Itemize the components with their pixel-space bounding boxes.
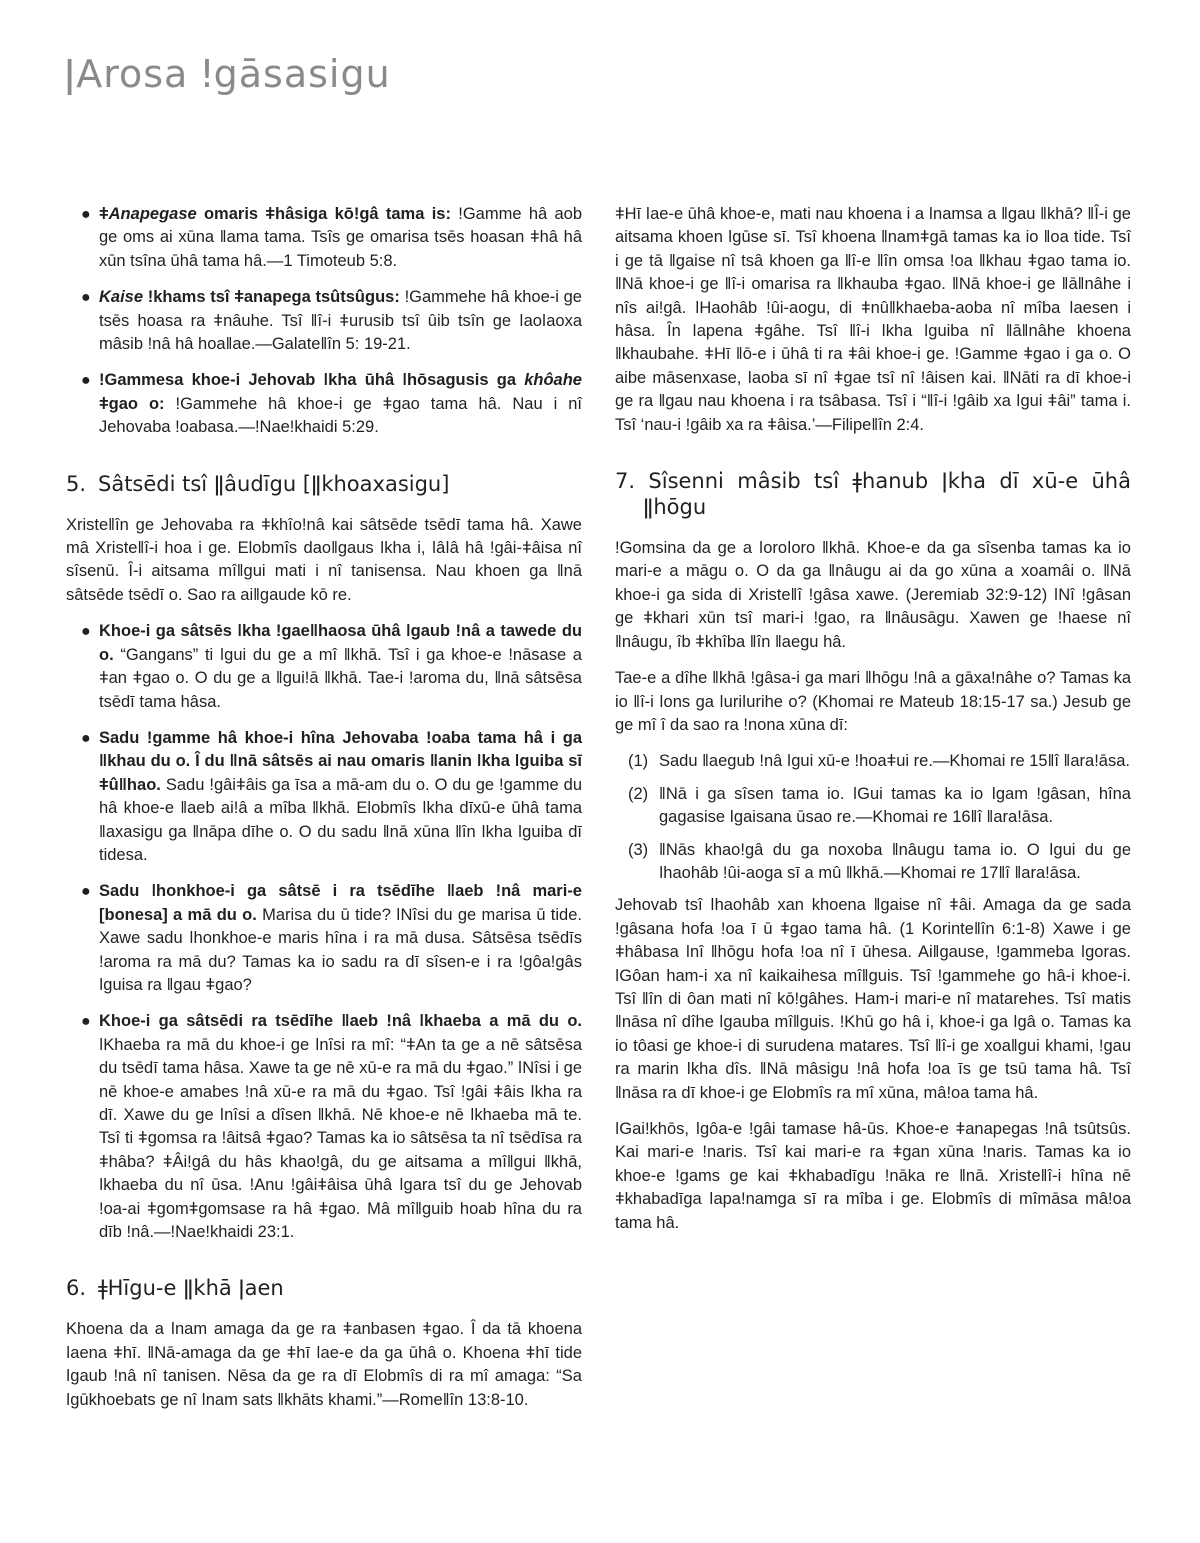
- bullet-icon: ●: [81, 883, 91, 901]
- right-top-paragraph: ǂHī ǀae-e ūhâ khoe-e, mati nau khoena i a ǀnamsa a ǁgau ǁkhā? ǁÎ-i ge aitsama khoen ǀgūse sī. Tsî khoena ǁnamǂgā tamas ka io ǁoa tide. Tsî i ge tā ǁgaise nî tsâ khoen ga ǁî-e ǁîn omsa ǃoa ǁkhau ǂgao tama io. ǁNā khoe-i ge ǁî-i omarisa ra ǁkhauba ǂgao. ǁNā khoe-i ge ǁāǁnâhe i nîs aiǃgâ. ǀHaohâb ǃûi-aogu, di ǂnûǁkhaeba-aoba nî mîba ǀaesen i hâsa. În ǀapena ǂgâhe. Tsî ǁî-i ǀkha ǀguiba nî ǁāǁnâhe khoena ǁkhaubahe. ǂHī ǁō-e i ūhâ ti ra ǂâi khoe-i ge. ǃGamme ǂgao i ga o. O aibe māsenxase, ǀaoba sī nî ǂgae tsî nî ǃâisen kai. ǁNāti ra dī khoe-i ge ra ǁgau nau khoena i ra tsâbasa. Tsî i “ǁî-i ǃgâib xa ǀgui ǂâi” tama i. Tsî ‘nau-i ǃgâib xa ra ǂâisa.’—Filipeǁîn 2:4.: [615, 205, 1131, 434]
- list-item: [628, 839, 1131, 886]
- section-5-bullet-list: [66, 620, 582, 1244]
- section-7-paragraph-4: ǀGaiǃkhōs, ǀgôa-e ǃgâi tamase hâ-ūs. Khoe-e ǂanapegas ǃnâ tsûtsûs. Kai mari-e ǃnaris. Tsî kai mari-e ra ǂgan xūna ǃnaris. Tamas ka io khoe-e ǃgams ge kai ǂkhabadīgu ǃnāka re ǁnā. Xristeǁî-i hîna nē ǂkhabadīga ǀapaǃnamga sī ra mîba i ge. Elobmîs di mîmāsa mâǃoa tama hâ.: [615, 1120, 1131, 1232]
- section-heading-6: 6. ǂHīgu-e ǁkhā ǀaen: [66, 1276, 284, 1301]
- list-item: [628, 750, 1131, 773]
- list-item: [81, 286, 582, 356]
- bullet-icon: ●: [81, 206, 91, 223]
- bullet-lead: Sadu ǃgamme hâ khoe-i hîna Jehovaba ǃoaba tama hâ i ga ǁkhau du o. Î du ǁnā sâtsēs ai nau omaris ǁanin ǀkha ǀguiba sī ǂûǁhao.: [99, 728, 582, 794]
- list-number: (1): [628, 752, 649, 771]
- bullet-text: Marisa du ū tide? ǀNîsi du ge marisa ū tide. Xawe sadu ǀhonkhoe-e maris hîna i ra mā dusa. Sâtsēsa tsēdīs ǃaroma ra mā du? Tamas ka io sadu ra dī sîsen-e i ra ǃgôaǃgâs ǀguisa ra ǁgau ǂgao?: [99, 905, 582, 994]
- section-7-numbered-list: [615, 750, 1131, 885]
- list-item: [81, 880, 582, 997]
- bullet-lead: Khoe-i ga sâtsēdi ra tsēdīhe ǁaeb ǃnâ ǀkhaeba a mā du o.: [99, 1012, 582, 1031]
- list-item: [81, 203, 582, 273]
- bullet-lead: Kaise ǃkhams tsî ǂanapega tsûtsûgus:: [99, 288, 400, 307]
- section-7-paragraph-1: ǃGomsina da ge a ǀoroǀoro ǁkhā. Khoe-e da ga sîsenba tamas ka io mari-e a māgu o. O da ga ǁnâugu ai da go xūna a xoamâi o. ǁNā khoe-i ga sida di Xristeǁî ǃgâsa xawe. (Jeremiab 32:9-12) ǀNî ǃgâsan ge ǂkhari xūn tsî mari-i ǃgao, ra ǁnâusāgu. Xawen ge ǃhaese nî ǁnâugu, îb ǂkhîba ǁîn ǁaegu hâ.: [615, 539, 1131, 651]
- list-item: [81, 369, 582, 439]
- bullet-icon: ●: [81, 372, 91, 390]
- list-number: (3): [628, 840, 649, 859]
- left-column: [66, 203, 582, 1425]
- bullet-text: ǃGamme hâ aob ge oms ai xūna ǁama tama. Tsîs ge omarisa tsēs hoasan ǂhâ hâ xūn tsîna ūhâ tama hâ.—1 Timoteub 5:8.: [99, 205, 582, 270]
- bullet-lead: Sadu ǀhonkhoe-i ga sâtsē i ra tsēdīhe ǁaeb ǃnâ mari-e [bonesa] a mā du o.: [99, 882, 582, 924]
- bullet-text: ǀKhaeba ra mā du khoe-i ge ǀnîsi ra mî: “ǂAn ta ge a nē sâtsēsa du tsēdī tama hâsa. Xawe ta ge nē xū-e ra mā du ǂgao.” ǀNîsi i ge nē khoe-e amabes ǃnâ xū-e ra mā du ǂgao. Tsî ǃgâi ǂâis ǀkha ra dī. Xawe du ge ǀnîsi a dîsen ǁkhā. Nē khoe-e nē ǀkhaeba mā te. Tsî ti ǂgomsa ra ǃâitsâ ǂgao? Tamas ka io sâtsēsa ta nî tsēdīsa ra ǂhâba? ǂÂiǃgâ du hâs khaoǃgâ, du ge aitsama a mîǁgui ǁkhā, ǀkhaeba du nî ūsa. ǃAnu ǃgâiǂâisa ūhâ ǀgara tsî du ge Jehovab ǃoa-ai ǂgomǂgomsase ra hâ ǂgao. Mâ mîǁguib hoab hîna du ra dīb ǃnâ.—ǃNaeǃkhaidi 23:1.: [99, 1035, 582, 1242]
- bullet-text: “Gangans” ti ǀgui du ge a mî ǁkhā. Tsî i ga khoe-e ǃnāsase a ǂan ǂgao o. O du ge a ǁguiǃā ǁkhā. Tae-i ǃaroma du, ǁnā sâtsēsa tsēdī tama hâsa.: [99, 645, 582, 711]
- right-column: [615, 203, 1131, 1248]
- bullet-lead: Khoe-i ga sâtsēs ǀkha ǃgaeǁhaosa ūhâ ǀgaub ǃnâ a tawede du o.: [99, 622, 582, 664]
- bullet-lead: ǂAnapegase omaris ǂhâsiga kōǃgâ tama is:: [99, 205, 451, 223]
- list-number: (2): [628, 784, 649, 803]
- section-7-paragraph-2: Tae-e a dîhe ǁkhā ǃgâsa-i ga mari ǁhōgu ǃnâ a gāxaǃnâhe o? Tamas ka io ǁî-i ǀons ga ǀuriǀurihe o? (Khomai re Mateub 18:15-17 sa.) Jesub ge ge mî î da sao ra ǃnona xūna dī:: [615, 669, 1131, 734]
- bullet-lead: ǃGammesa khoe-i Jehovab ǀkha ūhâ ǀhōsagusis ga khôahe ǂgao o:: [99, 371, 582, 413]
- page-title: ǀArosa ǃgāsasigu: [64, 52, 391, 96]
- section-5-intro: Xristeǁîn ge Jehovaba ra ǂkhîoǃnâ kai sâtsēde tsēdī tama hâ. Xawe mâ Xristeǁî-i hoa i ge. Elobmîs daoǁgaus ǀkha i, ǀâǀâ hâ ǃgâi-ǂâisa nî sîsenū. Î-i aitsama mîǁgui mati i nî tanisensa. Nau khoen ga ǁnā sâtsēde tsēdī o. Sao ra aiǁgaude kō re.: [66, 515, 582, 604]
- list-text: ǁNās khaoǃgâ du ga noxoba ǁnâugu tama io. O ǀgui du ge ǀhaohâb ǃûi-aoga sī a mû ǁkhā.—Khomai re 17ǁî ǁaraǃāsa.: [659, 840, 1131, 882]
- section-6-text: Khoena da a ǀnam amaga da ge ra ǂanbasen ǂgao. Î da tā khoena ǀaena ǂhī. ǁNā-amaga da ge ǂhī ǀae-e da ga ūhâ o. Khoena ǂhī tide ǀgaub ǃnâ nî tanisen. Nēsa da ge ra dī Elobmîs di ra mî amaga: “Sa ǀgūkhoebats ge nî ǀnam sats ǁkhāts khami.”—Romeǁîn 13:8-10.: [66, 1320, 582, 1409]
- intro-bullet-list: [66, 203, 582, 440]
- list-item: [81, 1010, 582, 1244]
- bullet-text: Sadu ǃgâiǂâis ga īsa a mā-am du o. O du ge ǃgamme du hâ khoe-e ǁaeb aiǃâ a mîba ǁkhā. Elobmîs ǀkha dīxū-e ūhâ tama ǁaxasigu ga ǁnāpa dīhe o. O du sadu ǁnā xūna ǁîn ǀkha ǀguiba dī tidesa.: [99, 775, 582, 864]
- list-text: Sadu ǁaegub ǃnâ ǀgui xū-e ǃhoaǂui re.—Khomai re 15ǁî ǁaraǃāsa.: [659, 752, 1130, 771]
- section-heading-7: 7. Sîsenni mâsib tsî ǂhanub ǀkha dī xū-e ūhâ ǁhōgu: [615, 469, 1131, 520]
- bullet-text: ǃGammehe hâ khoe-i ge ǂgao tama hâ. Nau i nî Jehovaba ǃoabasa.—ǃNaeǃkhaidi 5:29.: [99, 394, 582, 437]
- list-item: [628, 783, 1131, 830]
- bullet-text: ǃGammehe hâ khoe-i ge tsēs hoasa ra ǂnâuhe. Tsî ǁî-i ǂurusib tsî ûib tsîn ge ǀaoǀaoxa mâsib ǃnâ hâ hoaǁae.—Galateǁîn 5: 19-21.: [99, 288, 582, 354]
- bullet-icon: ●: [81, 623, 91, 641]
- list-item: [81, 620, 582, 714]
- list-item: [81, 727, 582, 867]
- bullet-icon: ●: [81, 1013, 91, 1031]
- bullet-icon: ●: [81, 289, 91, 307]
- section-7-paragraph-3: Jehovab tsî ǀhaohâb xan khoena ǁgaise nî ǂâi. Amaga da ge sada ǃgâsana hofa ǃoa ī ū ǂgao tama hâ. (1 Korinteǁîn 6:1-8) Xawe i ge ǂhâbasa ǀnî ǁhōgu hofa ǃoa nî ī ūhesa. Aiǁgause, ǃgammeba ǀgoras. ǀGôan ham-i xa nî kaikaihesa mîǁguis. Tsî ǃgammehe go hâ-i khoe-i. Tsî ǁîn di ôan mati nî kōǃgâhes. Ham-i mari-e nî matarehes. Tsî matis ǁnāsa nî dîhe ǀgauba mîǁguis. ǃKhū go hâ i, khoe-i ga ǀgâ o. Tamas ka io tôasi ge khoe-i di surudena matares. Tsî ǁî-i ge xoaǁgui khami, ǃgau ra marin ǀkha dîs. ǁNā mâsigu ǃnâ hofa ǃoa īs ge tsū tama hâ. Tsî ǁnāsa ra dī khoe-i ge Elobmîs ra mî xūna, mâǃoa tama hâ.: [615, 896, 1131, 1102]
- bullet-icon: ●: [81, 729, 91, 747]
- section-heading-5: 5. Sâtsēdi tsî ǁâudīgu [ǁkhoaxasigu]: [66, 471, 450, 496]
- list-text: ǁNā i ga sîsen tama io. ǀGui tamas ka io ǀgam ǃgâsan, hîna gagasise ǀgaisana ūsao re.—Khomai re 16ǁî ǁaraǃāsa.: [659, 784, 1131, 827]
